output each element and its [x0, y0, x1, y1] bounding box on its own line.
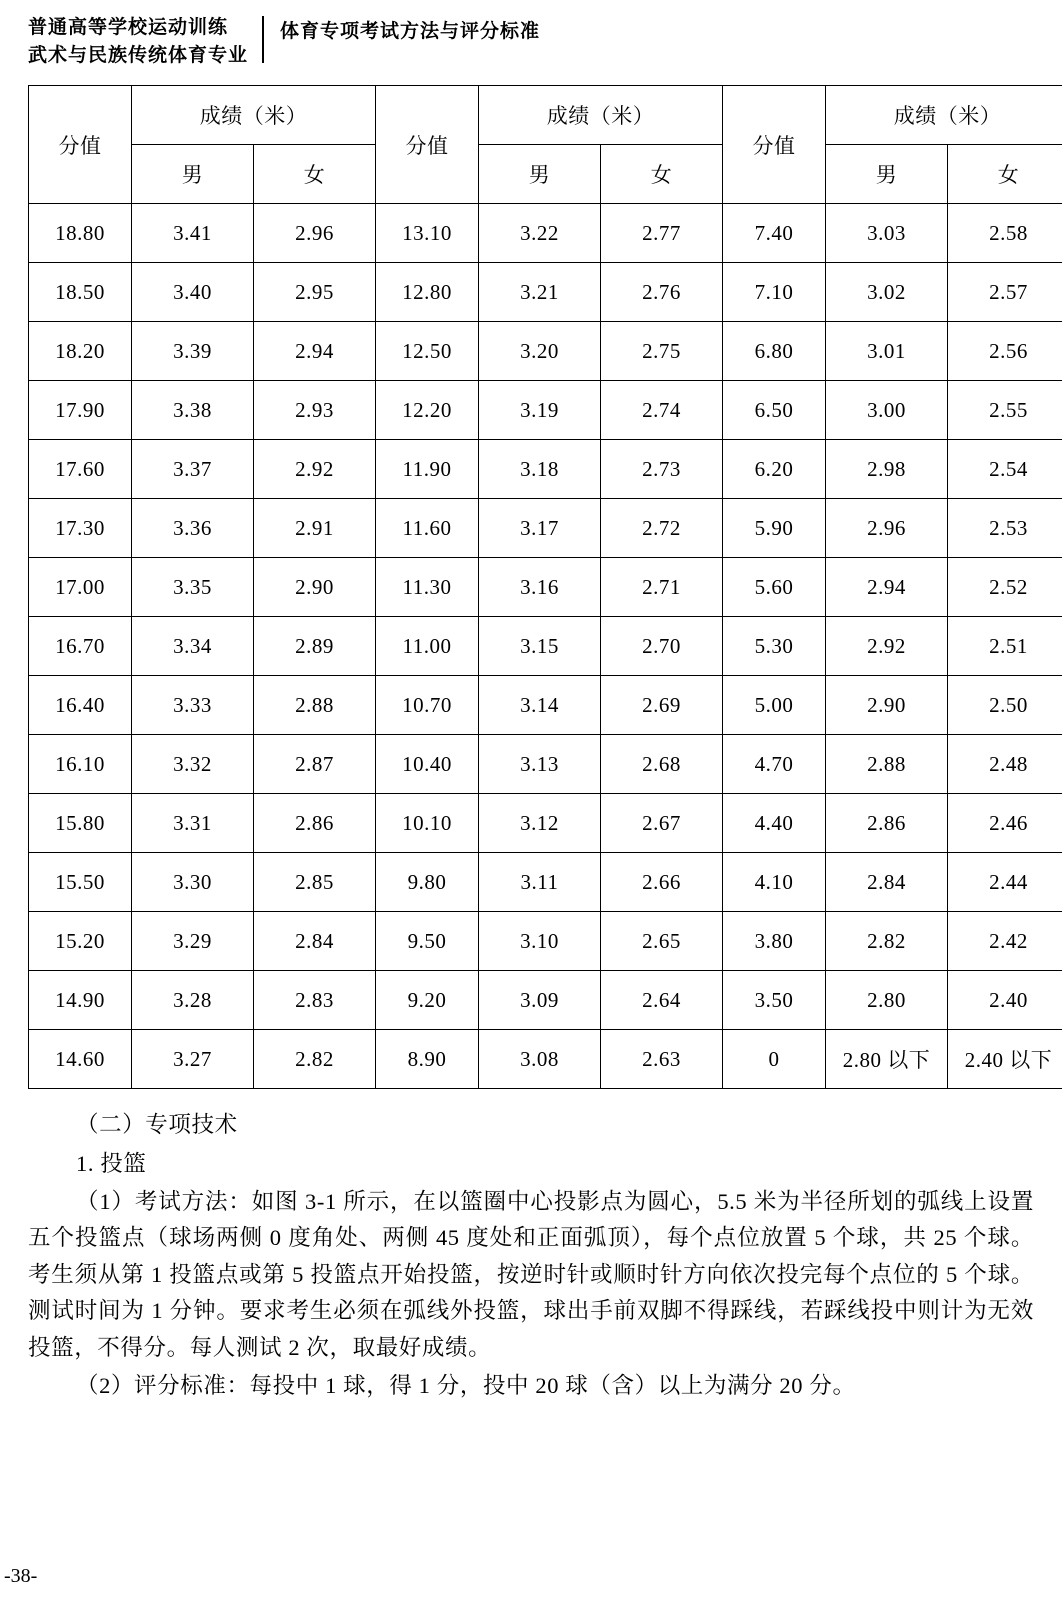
cell: 3.32 [132, 735, 254, 794]
cell: 2.84 [826, 853, 948, 912]
cell: 3.18 [479, 440, 601, 499]
table-row [29, 617, 1062, 676]
cell: 2.54 [948, 440, 1062, 499]
cell: 2.56 [948, 322, 1062, 381]
cell: 2.80 [826, 971, 948, 1030]
cell: 4.70 [723, 735, 826, 794]
cell: 3.22 [479, 204, 601, 263]
header-left-line1: 普通高等学校运动训练 [28, 17, 229, 38]
cell: 17.60 [29, 440, 132, 499]
cell: 2.40 以下 [948, 1030, 1062, 1089]
cell: 2.65 [601, 912, 723, 971]
cell: 16.10 [29, 735, 132, 794]
cell: 2.89 [254, 617, 376, 676]
cell: 3.41 [132, 204, 254, 263]
cell: 12.50 [376, 322, 479, 381]
cell: 3.01 [826, 322, 948, 381]
cell: 3.38 [132, 381, 254, 440]
cell: 3.27 [132, 1030, 254, 1089]
cell: 2.86 [254, 794, 376, 853]
cell: 2.98 [826, 440, 948, 499]
table-row [29, 499, 1062, 558]
score-table-body [29, 204, 1062, 1089]
cell: 16.70 [29, 617, 132, 676]
cell: 4.10 [723, 853, 826, 912]
cell: 2.75 [601, 322, 723, 381]
cell: 3.09 [479, 971, 601, 1030]
table-row [29, 794, 1062, 853]
cell: 10.10 [376, 794, 479, 853]
cell: 2.46 [948, 794, 1062, 853]
cell: 2.63 [601, 1030, 723, 1089]
header-chengji-3: 成绩（米） [826, 86, 1062, 145]
cell: 3.40 [132, 263, 254, 322]
cell: 7.10 [723, 263, 826, 322]
header-fenzhi-3: 分值 [723, 86, 826, 204]
cell: 2.85 [254, 853, 376, 912]
cell: 3.50 [723, 971, 826, 1030]
cell: 3.34 [132, 617, 254, 676]
table-row [29, 1030, 1062, 1089]
cell: 3.13 [479, 735, 601, 794]
cell: 2.88 [826, 735, 948, 794]
cell: 3.29 [132, 912, 254, 971]
header-female-1: 女 [254, 145, 376, 204]
cell: 2.87 [254, 735, 376, 794]
cell: 3.80 [723, 912, 826, 971]
cell: 2.53 [948, 499, 1062, 558]
cell: 3.15 [479, 617, 601, 676]
paragraph-scoring-standard: （2）评分标准：每投中 1 球，得 1 分，投中 20 球（含）以上为满分 20 分。 [76, 1373, 856, 1399]
cell: 7.40 [723, 204, 826, 263]
cell: 2.92 [826, 617, 948, 676]
item-title-1: 1. 投篮 [76, 1150, 147, 1176]
table-row [29, 676, 1062, 735]
cell: 2.86 [826, 794, 948, 853]
cell: 6.20 [723, 440, 826, 499]
cell: 2.76 [601, 263, 723, 322]
cell: 3.39 [132, 322, 254, 381]
cell: 3.03 [826, 204, 948, 263]
cell: 3.30 [132, 853, 254, 912]
cell: 2.64 [601, 971, 723, 1030]
cell: 3.11 [479, 853, 601, 912]
cell: 2.44 [948, 853, 1062, 912]
cell: 2.70 [601, 617, 723, 676]
cell: 2.77 [601, 204, 723, 263]
cell: 17.00 [29, 558, 132, 617]
cell: 2.73 [601, 440, 723, 499]
cell: 3.14 [479, 676, 601, 735]
page-header [28, 10, 1034, 75]
header-right-title: 体育专项考试方法与评分标准 [280, 21, 541, 42]
cell: 3.17 [479, 499, 601, 558]
cell: 2.42 [948, 912, 1062, 971]
cell: 17.30 [29, 499, 132, 558]
cell: 18.20 [29, 322, 132, 381]
cell: 18.80 [29, 204, 132, 263]
cell: 3.21 [479, 263, 601, 322]
cell: 3.02 [826, 263, 948, 322]
cell: 6.80 [723, 322, 826, 381]
cell: 2.83 [254, 971, 376, 1030]
cell: 11.90 [376, 440, 479, 499]
cell: 3.00 [826, 381, 948, 440]
cell: 8.90 [376, 1030, 479, 1089]
header-fenzhi-2: 分值 [376, 86, 479, 204]
cell: 3.08 [479, 1030, 601, 1089]
cell: 11.60 [376, 499, 479, 558]
cell: 5.30 [723, 617, 826, 676]
cell: 2.51 [948, 617, 1062, 676]
cell: 17.90 [29, 381, 132, 440]
table-row [29, 440, 1062, 499]
header-fenzhi-1: 分值 [29, 86, 132, 204]
cell: 10.70 [376, 676, 479, 735]
cell: 2.80 以下 [826, 1030, 948, 1089]
cell: 5.00 [723, 676, 826, 735]
cell: 2.52 [948, 558, 1062, 617]
cell: 6.50 [723, 381, 826, 440]
cell: 2.82 [254, 1030, 376, 1089]
cell: 2.90 [826, 676, 948, 735]
table-row [29, 322, 1062, 381]
cell: 2.67 [601, 794, 723, 853]
cell: 11.30 [376, 558, 479, 617]
cell: 2.50 [948, 676, 1062, 735]
cell: 3.20 [479, 322, 601, 381]
cell: 3.31 [132, 794, 254, 853]
header-left-title [28, 14, 262, 69]
cell: 14.90 [29, 971, 132, 1030]
cell: 11.00 [376, 617, 479, 676]
cell: 2.84 [254, 912, 376, 971]
cell: 9.50 [376, 912, 479, 971]
cell: 2.88 [254, 676, 376, 735]
header-male-2: 男 [479, 145, 601, 204]
cell: 5.90 [723, 499, 826, 558]
cell: 3.12 [479, 794, 601, 853]
header-female-2: 女 [601, 145, 723, 204]
cell: 2.40 [948, 971, 1062, 1030]
cell: 3.16 [479, 558, 601, 617]
cell: 2.92 [254, 440, 376, 499]
cell: 3.19 [479, 381, 601, 440]
table-row [29, 204, 1062, 263]
cell: 14.60 [29, 1030, 132, 1089]
cell: 2.91 [254, 499, 376, 558]
cell: 5.60 [723, 558, 826, 617]
cell: 2.93 [254, 381, 376, 440]
score-table [28, 85, 1062, 1089]
cell: 3.33 [132, 676, 254, 735]
cell: 2.69 [601, 676, 723, 735]
page-footer [0, 1565, 1062, 1588]
page-number: -38- [4, 1565, 38, 1587]
section-title: （二）专项技术 [76, 1112, 238, 1138]
cell: 2.48 [948, 735, 1062, 794]
paragraph-exam-method: （1）考试方法：如图 3-1 所示，在以篮圈中心投影点为圆心，5.5 米为半径所划的弧线上设置五个投篮点（球场两侧 0 度角处、两侧 45 度处和正面弧顶），每个点位放置 5 个球，共 25 个球。考生须从第 1 投篮点或第 5 投篮点开始投篮，按逆时针或顺时针方向依次投完每个点位的 5 个球。测试时间为 1 分钟。要求考生必须在弧线外投篮，球出手前双脚不得踩线，若踩线投中则计为无效投篮，不得分。每人测试 2 次，取最好成绩。 [28, 1188, 1034, 1360]
cell: 15.80 [29, 794, 132, 853]
cell: 2.57 [948, 263, 1062, 322]
cell: 18.50 [29, 263, 132, 322]
table-row [29, 912, 1062, 971]
cell: 12.20 [376, 381, 479, 440]
table-header-row-2 [29, 145, 1062, 204]
cell: 15.50 [29, 853, 132, 912]
cell: 3.28 [132, 971, 254, 1030]
cell: 2.96 [826, 499, 948, 558]
cell: 0 [723, 1030, 826, 1089]
table-row [29, 735, 1062, 794]
table-row [29, 381, 1062, 440]
cell: 4.40 [723, 794, 826, 853]
header-chengji-2: 成绩（米） [479, 86, 723, 145]
table-row [29, 263, 1062, 322]
cell: 2.94 [826, 558, 948, 617]
cell: 16.40 [29, 676, 132, 735]
cell: 10.40 [376, 735, 479, 794]
body-content [28, 1107, 1034, 1405]
cell: 2.95 [254, 263, 376, 322]
table-header-row-1 [29, 86, 1062, 145]
cell: 9.20 [376, 971, 479, 1030]
cell: 13.10 [376, 204, 479, 263]
cell: 2.55 [948, 381, 1062, 440]
cell: 2.96 [254, 204, 376, 263]
table-row [29, 558, 1062, 617]
header-male-1: 男 [132, 145, 254, 204]
cell: 3.37 [132, 440, 254, 499]
cell: 2.68 [601, 735, 723, 794]
cell: 2.82 [826, 912, 948, 971]
cell: 2.58 [948, 204, 1062, 263]
cell: 2.72 [601, 499, 723, 558]
cell: 9.80 [376, 853, 479, 912]
cell: 2.74 [601, 381, 723, 440]
header-left-line2: 武术与民族传统体育专业 [28, 44, 249, 66]
table-row [29, 853, 1062, 912]
cell: 15.20 [29, 912, 132, 971]
header-female-3: 女 [948, 145, 1062, 204]
cell: 3.35 [132, 558, 254, 617]
header-male-3: 男 [826, 145, 948, 204]
cell: 2.94 [254, 322, 376, 381]
cell: 3.10 [479, 912, 601, 971]
cell: 3.36 [132, 499, 254, 558]
cell: 2.90 [254, 558, 376, 617]
cell: 2.71 [601, 558, 723, 617]
table-row [29, 971, 1062, 1030]
cell: 2.66 [601, 853, 723, 912]
cell: 12.80 [376, 263, 479, 322]
header-chengji-1: 成绩（米） [132, 86, 376, 145]
